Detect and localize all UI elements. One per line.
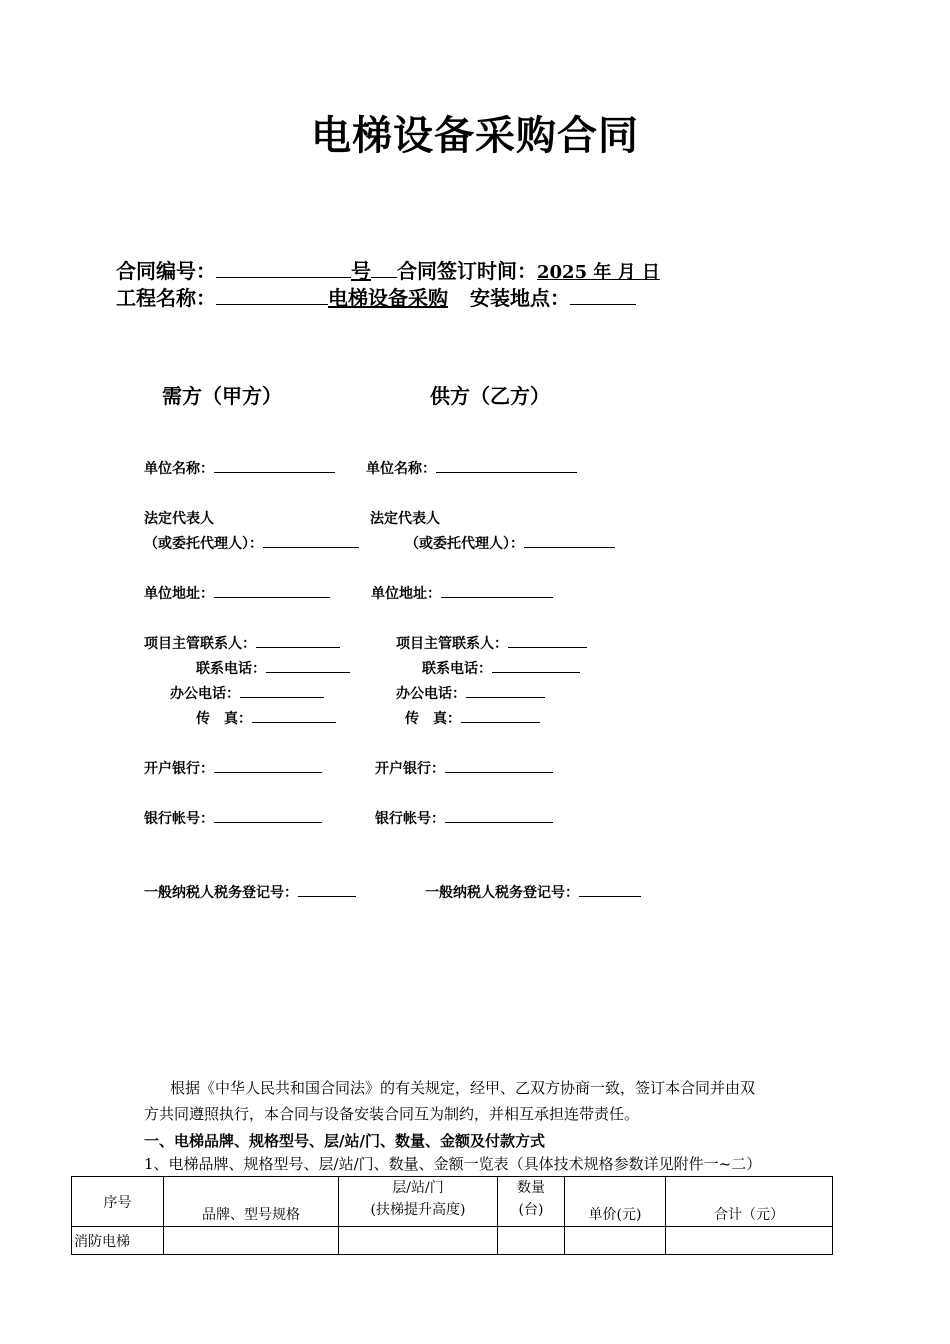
field-label: 开户银行： bbox=[375, 761, 445, 777]
field-label: 项目主管联系人： bbox=[144, 636, 256, 652]
buyer-bank-blank[interactable] bbox=[214, 758, 322, 773]
buyer-agent-blank[interactable] bbox=[263, 533, 359, 548]
seller-project-contact bbox=[396, 633, 587, 653]
seller-contact-phone-blank[interactable] bbox=[492, 658, 580, 673]
buyer-agent bbox=[144, 533, 359, 553]
field-label: 办公电话： bbox=[170, 686, 240, 702]
seller-contact-phone bbox=[422, 658, 580, 678]
project-name-label: 工程名称： bbox=[116, 286, 216, 310]
field-label: 办公电话： bbox=[396, 686, 466, 702]
table-cell[interactable] bbox=[666, 1227, 833, 1255]
section-1-heading: 一、电梯品牌、规格型号、层/站/门、数量、金额及付款方式 bbox=[144, 1132, 545, 1150]
col-header-qty bbox=[498, 1177, 565, 1227]
table-cell[interactable] bbox=[339, 1227, 498, 1255]
document-title: 电梯设备采购合同 bbox=[311, 112, 639, 159]
buyer-unit-name bbox=[144, 458, 335, 478]
field-label: （或委托代理人）： bbox=[405, 536, 524, 552]
field-label: 联系电话： bbox=[422, 661, 492, 677]
project-name-blank[interactable] bbox=[216, 284, 328, 305]
field-label: 开户银行： bbox=[144, 761, 214, 777]
col-header-model: 品牌、型号规格 bbox=[164, 1177, 339, 1227]
table-cell[interactable] bbox=[164, 1227, 339, 1255]
field-label: 传 真： bbox=[405, 711, 461, 727]
seller-project-contact-blank[interactable] bbox=[508, 633, 587, 648]
col-header-total: 合计（元） bbox=[666, 1177, 833, 1227]
seller-agent-blank[interactable] bbox=[524, 533, 615, 548]
preamble-line-2: 方共同遵照执行，本合同与设备安装合同互为制约，并相互承担连带责任。 bbox=[144, 1105, 640, 1123]
field-label: 单位名称： bbox=[144, 461, 214, 477]
item-1-text: 1、电梯品牌、规格型号、层/站/门、数量、金额一览表（具体技术规格参数详见附件一~二） bbox=[144, 1155, 762, 1173]
buyer-tax-no bbox=[144, 882, 356, 902]
buyer-fax bbox=[196, 708, 336, 728]
col-header-floors-line2: (扶梯提升高度) bbox=[370, 1202, 466, 1218]
seller-legal-rep-label: 法定代表人 bbox=[370, 511, 440, 527]
seller-bank-blank[interactable] bbox=[445, 758, 553, 773]
field-label: 单位地址： bbox=[371, 586, 441, 602]
seller-agent bbox=[405, 533, 615, 553]
table-cell[interactable] bbox=[498, 1227, 565, 1255]
seller-heading: 供方（乙方） bbox=[430, 384, 550, 408]
project-name-value: 电梯设备采购 bbox=[328, 286, 448, 310]
contract-no-tail-blank bbox=[371, 257, 397, 278]
field-label: 单位名称： bbox=[366, 461, 436, 477]
contract-no-line bbox=[116, 255, 660, 284]
buyer-office-phone bbox=[170, 683, 324, 703]
preamble-line-1: 根据《中华人民共和国合同法》的有关规定，经甲、乙双方协商一致，签订本合同并由双 bbox=[170, 1079, 756, 1097]
buyer-heading: 需方（甲方） bbox=[162, 384, 282, 408]
buyer-tax-no-blank[interactable] bbox=[298, 882, 356, 897]
seller-fax bbox=[405, 708, 540, 728]
buyer-office-phone-blank[interactable] bbox=[240, 683, 324, 698]
contract-no-suffix: 号 bbox=[351, 259, 371, 283]
col-header-floors bbox=[339, 1177, 498, 1227]
project-name-line bbox=[116, 282, 636, 311]
sign-time-label: 合同签订时间： bbox=[397, 259, 537, 283]
table-header-row bbox=[72, 1177, 833, 1227]
seller-address bbox=[371, 583, 553, 603]
col-header-floors-line1: 层/站/门 bbox=[392, 1180, 444, 1196]
buyer-unit-name-blank[interactable] bbox=[214, 458, 335, 473]
seller-tax-no-blank[interactable] bbox=[579, 882, 641, 897]
table-cell[interactable]: 消防电梯 bbox=[72, 1227, 164, 1255]
field-label: 项目主管联系人： bbox=[396, 636, 508, 652]
field-label: 联系电话： bbox=[196, 661, 266, 677]
buyer-contact-phone bbox=[196, 658, 350, 678]
seller-unit-name bbox=[366, 458, 577, 478]
seller-fax-blank[interactable] bbox=[461, 708, 540, 723]
install-site-blank[interactable] bbox=[570, 284, 636, 305]
buyer-account-blank[interactable] bbox=[214, 808, 322, 823]
install-site-label: 安装地点： bbox=[470, 286, 570, 310]
buyer-fax-blank[interactable] bbox=[252, 708, 336, 723]
seller-unit-name-blank[interactable] bbox=[436, 458, 577, 473]
sign-time-value: 2025 年 月 日 bbox=[537, 262, 660, 283]
buyer-address bbox=[144, 583, 330, 603]
seller-account-blank[interactable] bbox=[445, 808, 553, 823]
seller-office-phone-blank[interactable] bbox=[466, 683, 545, 698]
col-header-unit-price: 单价(元) bbox=[565, 1177, 666, 1227]
col-header-qty-line2: (台) bbox=[518, 1202, 544, 1218]
buyer-contact-phone-blank[interactable] bbox=[266, 658, 350, 673]
seller-account bbox=[375, 808, 553, 828]
buyer-project-contact-blank[interactable] bbox=[256, 633, 340, 648]
buyer-account bbox=[144, 808, 322, 828]
field-label: 传 真： bbox=[196, 711, 252, 727]
buyer-project-contact bbox=[144, 633, 340, 653]
col-header-index: 序号 bbox=[72, 1177, 164, 1227]
field-label: （或委托代理人）： bbox=[144, 536, 263, 552]
field-label: 银行帐号： bbox=[144, 811, 214, 827]
field-label: 单位地址： bbox=[144, 586, 214, 602]
field-label: 一般纳税人税务登记号： bbox=[144, 885, 298, 901]
col-header-qty-line1: 数量 bbox=[517, 1180, 545, 1196]
table-cell[interactable] bbox=[565, 1227, 666, 1255]
seller-bank bbox=[375, 758, 553, 778]
buyer-legal-rep-label: 法定代表人 bbox=[144, 511, 214, 527]
contract-no-blank[interactable] bbox=[216, 257, 351, 278]
contract-no-label: 合同编号： bbox=[116, 259, 216, 283]
field-label: 一般纳税人税务登记号： bbox=[425, 885, 579, 901]
seller-office-phone bbox=[396, 683, 545, 703]
seller-tax-no bbox=[425, 882, 641, 902]
buyer-address-blank[interactable] bbox=[214, 583, 330, 598]
field-label: 银行帐号： bbox=[375, 811, 445, 827]
table-row bbox=[72, 1227, 833, 1255]
seller-address-blank[interactable] bbox=[441, 583, 553, 598]
elevator-items-table bbox=[71, 1176, 833, 1255]
buyer-bank bbox=[144, 758, 322, 778]
